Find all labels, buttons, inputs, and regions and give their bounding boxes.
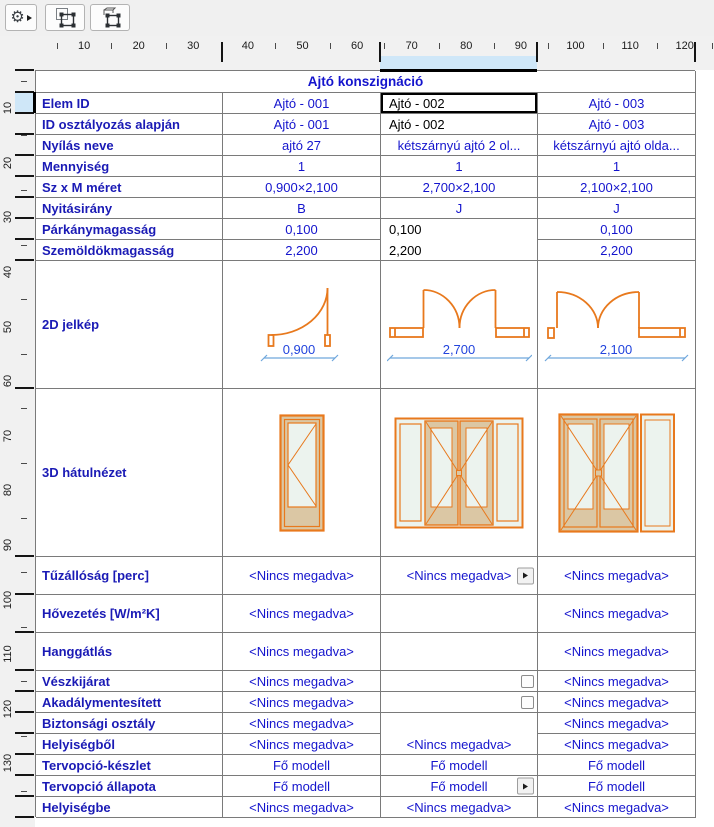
dimension-label: 2,100: [599, 341, 633, 357]
ruler-tick: [21, 245, 27, 246]
selected-column-ruler-highlight: [380, 56, 537, 70]
table-cell[interactable]: 2,200: [381, 240, 538, 261]
ruler-number: 80: [460, 40, 473, 52]
door-2d-single-icon: [242, 279, 362, 371]
table-cell[interactable]: 1: [223, 156, 381, 177]
row-edge-marker[interactable]: [15, 259, 34, 261]
dropdown-arrow-icon: [27, 15, 32, 21]
ruler-number: 10: [2, 101, 14, 115]
table-cell[interactable]: 2,700×2,100: [381, 177, 538, 198]
ruler-tick: [330, 43, 331, 49]
table-cell[interactable]: Fő modell: [223, 755, 381, 776]
door-3d-view-cell[interactable]: [538, 389, 696, 557]
ruler-horizontal[interactable]: [0, 36, 714, 70]
ruler-tick: [21, 354, 27, 355]
ruler-number: 40: [2, 265, 14, 279]
row-edge-marker[interactable]: [15, 631, 34, 633]
toolbar: [0, 0, 714, 37]
table-cell[interactable]: Fő modell: [538, 755, 696, 776]
ruler-tick: [21, 572, 27, 573]
dropdown-button[interactable]: [517, 567, 534, 584]
ruler-number: 20: [132, 40, 145, 52]
ruler-number: 10: [77, 40, 91, 52]
cell-text: Fő modell: [430, 778, 488, 794]
row-label-nyilas-neve[interactable]: Nyílás neve: [36, 135, 223, 156]
ruler-number: 30: [187, 40, 200, 52]
dropdown-arrow-icon: [523, 783, 528, 789]
door-2d-symbol-cell[interactable]: [538, 261, 696, 389]
row-label-mennyiseg[interactable]: Mennyiség: [36, 156, 223, 177]
door-3d-sidelight-icon: [558, 413, 676, 533]
table-cell[interactable]: 2,200: [223, 240, 381, 261]
selected-row-marker[interactable]: [33, 92, 36, 113]
ruler-number: 40: [241, 40, 255, 52]
row-edge-marker[interactable]: [15, 555, 34, 557]
ruler-number: 110: [621, 40, 639, 52]
ruler-number: 70: [405, 40, 418, 52]
ruler-tick: [603, 43, 604, 49]
ruler-number: 110: [2, 645, 14, 663]
row-label-helyisegbe[interactable]: Helyiségbe: [36, 797, 223, 818]
row-edge-marker[interactable]: [15, 217, 34, 219]
table-cell[interactable]: [381, 692, 538, 713]
ruler-number: 130: [2, 754, 14, 773]
row-edge-marker[interactable]: [15, 175, 34, 177]
table-cell[interactable]: Fő modell: [538, 776, 696, 797]
row-edge-marker[interactable]: [15, 690, 34, 692]
ruler-tick: [166, 43, 167, 49]
ruler-number: 100: [2, 590, 14, 609]
table-cell[interactable]: Ajtó - 001: [223, 93, 381, 114]
select-marquee-button[interactable]: [45, 4, 85, 31]
table-cell[interactable]: Fő modell: [223, 776, 381, 797]
ruler-tick: [21, 518, 27, 519]
table-cell[interactable]: 0,900×2,100: [223, 177, 381, 198]
ruler-tick: [57, 43, 58, 49]
row-label-nyitasirany[interactable]: Nyitásirány: [36, 198, 223, 219]
table-cell[interactable]: <Nincs megadva>: [223, 633, 381, 671]
table-cell[interactable]: 0,100: [538, 219, 696, 240]
table-cell[interactable]: <Nincs megadva>: [538, 557, 696, 595]
ruler-tick: [21, 627, 27, 628]
ruler-tick: [712, 43, 713, 49]
cell-text: <Nincs megadva>: [406, 568, 512, 583]
ruler-tick: [21, 299, 27, 300]
table-cell[interactable]: Fő modell: [381, 755, 538, 776]
table-cell[interactable]: <Nincs megadva>: [538, 633, 696, 671]
table-cell[interactable]: <Nincs megadva>: [223, 713, 381, 734]
ruler-number: 100: [566, 40, 585, 52]
ruler-tick: [494, 43, 495, 49]
table-cell[interactable]: 1: [381, 156, 538, 177]
table-cell[interactable]: <Nincs megadva>: [538, 734, 696, 755]
dimension-label: 0,900: [282, 341, 315, 357]
table-cell[interactable]: [381, 776, 538, 797]
row-edge-marker[interactable]: [15, 112, 34, 114]
row-label-tuzallosag[interactable]: Tűzállóság [perc]: [36, 557, 223, 595]
elements-select-icon: [98, 6, 122, 30]
ruler-number: 50: [2, 320, 14, 333]
scheme-settings-button[interactable]: [5, 4, 37, 31]
table-cell[interactable]: B: [223, 198, 381, 219]
table-cell[interactable]: <Nincs megadva>: [538, 595, 696, 633]
ruler-number: 60: [350, 40, 364, 52]
selected-column-marker[interactable]: [380, 69, 537, 72]
select-elements-button[interactable]: [90, 4, 130, 31]
row-label-biztonsagi-osztaly[interactable]: Biztonsági osztály: [36, 713, 223, 734]
door-2d-double-icon: [387, 279, 532, 371]
row-edge-marker[interactable]: [15, 387, 34, 389]
dropdown-button[interactable]: [517, 778, 534, 795]
ruler-number: 80: [2, 484, 14, 497]
ruler-tick: [275, 43, 276, 49]
ruler-number: 120: [675, 40, 694, 52]
row-label-3d-hatulnezet[interactable]: 3D hátulnézet: [36, 389, 223, 557]
table-cell[interactable]: 0,100: [381, 219, 538, 240]
table-cell[interactable]: <Nincs megadva>: [223, 797, 381, 818]
ruler-number: 60: [2, 374, 14, 388]
ruler-tick: [21, 791, 27, 792]
table-cell[interactable]: J: [381, 198, 538, 219]
ruler-number: 70: [2, 429, 14, 442]
row-edge-marker[interactable]: [15, 795, 34, 797]
row-edge-marker[interactable]: [15, 69, 34, 71]
ruler-number: 90: [514, 40, 528, 52]
row-label-szemoldokmagassag[interactable]: Szemöldökmagasság: [36, 240, 223, 261]
door-3d-view-cell[interactable]: [381, 389, 538, 557]
table-cell[interactable]: [381, 633, 538, 671]
table-cell[interactable]: <Nincs megadva>: [538, 671, 696, 692]
row-label-hovezetes[interactable]: Hővezetés [W/m²K]: [36, 595, 223, 633]
door-2d-symbol-cell[interactable]: [381, 261, 538, 389]
column-edge-marker[interactable]: [221, 42, 223, 62]
ruler-tick: [21, 681, 27, 682]
table-cell[interactable]: <Nincs megadva>: [223, 595, 381, 633]
table-cell[interactable]: <Nincs megadva>: [381, 797, 538, 818]
dropdown-arrow-icon: [523, 573, 528, 579]
ruler-tick: [21, 81, 27, 82]
ruler-tick: [111, 43, 112, 49]
table-cell[interactable]: 0,100: [223, 219, 381, 240]
table-title: Ajtó konszignáció: [36, 71, 696, 93]
table-cell[interactable]: Ajtó - 001: [223, 114, 381, 135]
table-cell[interactable]: <Nincs megadva>: [223, 734, 381, 755]
table-cell[interactable]: <Nincs megadva>: [223, 557, 381, 595]
table-cell[interactable]: <Nincs megadva>: [538, 797, 696, 818]
selected-row-ruler-highlight: [15, 92, 35, 113]
ruler-number: 30: [2, 211, 14, 224]
row-edge-marker[interactable]: [15, 753, 34, 755]
table-cell[interactable]: kétszárnyú ajtó olda...: [538, 135, 696, 156]
row-label-helyisegbol[interactable]: Helyiségből: [36, 734, 223, 755]
table-cell[interactable]: 2,200: [538, 240, 696, 261]
row-label-tervopcio-allapota[interactable]: Tervopció állapota: [36, 776, 223, 797]
ruler-tick: [21, 135, 27, 136]
ruler-number: 90: [2, 538, 14, 552]
schedule-table: [35, 70, 695, 817]
ruler-tick: [21, 190, 27, 191]
ruler-tick: [21, 736, 27, 737]
door-3d-single-icon: [279, 414, 325, 532]
table-cell[interactable]: Ajtó - 003: [538, 114, 696, 135]
row-edge-marker[interactable]: [15, 711, 34, 713]
table-cell[interactable]: [381, 671, 538, 692]
row-edge-marker[interactable]: [15, 196, 34, 198]
row-edge-marker[interactable]: [15, 732, 34, 734]
ruler-tick: [384, 43, 385, 49]
row-edge-marker[interactable]: [15, 774, 34, 776]
table-cell[interactable]: <Nincs megadva>: [223, 692, 381, 713]
row-label-hanggatlas[interactable]: Hanggátlás: [36, 633, 223, 671]
column-edge-marker[interactable]: [694, 42, 696, 62]
door-2d-symbol-cell[interactable]: [223, 261, 381, 389]
table-cell[interactable]: ajtó 27: [223, 135, 381, 156]
door-3d-quad-icon: [394, 417, 524, 529]
row-edge-marker[interactable]: [15, 238, 34, 240]
gear-icon: ⚙: [10, 8, 25, 26]
door-3d-view-cell[interactable]: [223, 389, 381, 557]
ruler-tick: [548, 43, 549, 49]
door-2d-double-icon: [544, 279, 689, 371]
table-cell[interactable]: <Nincs megadva>: [538, 692, 696, 713]
ruler-vertical[interactable]: [0, 70, 35, 827]
table-cell[interactable]: Ajtó - 002: [381, 114, 538, 135]
column-edge-marker[interactable]: [536, 42, 538, 62]
row-label-2d-jelkep[interactable]: 2D jelkép: [36, 261, 223, 389]
selected-cell[interactable]: Ajtó - 002: [381, 93, 538, 114]
table-cell[interactable]: [381, 713, 538, 734]
column-edge-marker[interactable]: [379, 42, 381, 62]
row-edge-marker[interactable]: [15, 154, 34, 156]
row-label-id-osztalyozas[interactable]: ID osztályozás alapján: [36, 114, 223, 135]
ruler-tick: [657, 43, 658, 49]
row-edge-marker[interactable]: [15, 669, 34, 671]
ruler-number: 120: [2, 699, 14, 718]
table-cell[interactable]: [381, 595, 538, 633]
row-label-akadalymentesitett[interactable]: Akadálymentesített: [36, 692, 223, 713]
row-edge-marker[interactable]: [15, 593, 34, 595]
table-cell[interactable]: <Nincs megadva>: [538, 713, 696, 734]
row-edge-marker[interactable]: [15, 133, 34, 135]
ruler-number: 20: [2, 156, 14, 169]
checkbox-unchecked[interactable]: [521, 675, 534, 688]
row-label-elem-id[interactable]: Elem ID: [36, 93, 223, 114]
row-label-veszkijarat[interactable]: Vészkijárat: [36, 671, 223, 692]
ruler-number: 50: [296, 40, 309, 52]
table-cell[interactable]: 1: [538, 156, 696, 177]
ruler-tick: [439, 43, 440, 49]
row-label-tervopcio-keszlet[interactable]: Tervopció-készlet: [36, 755, 223, 776]
checkbox-unchecked[interactable]: [521, 696, 534, 709]
row-label-parkanymagassag[interactable]: Párkánymagasság: [36, 219, 223, 240]
marquee-select-icon: [53, 6, 77, 30]
row-edge-marker[interactable]: [15, 91, 34, 93]
table-cell[interactable]: J: [538, 198, 696, 219]
dimension-label: 2,700: [442, 341, 475, 357]
ruler-tick: [21, 463, 27, 464]
table-cell[interactable]: 2,100×2,100: [538, 177, 696, 198]
table-cell[interactable]: Ajtó - 003: [538, 93, 696, 114]
table-cell[interactable]: kétszárnyú ajtó 2 ol...: [381, 135, 538, 156]
table-cell[interactable]: [381, 557, 538, 595]
table-cell[interactable]: <Nincs megadva>: [381, 734, 538, 755]
ruler-tick: [21, 408, 27, 409]
table-cell[interactable]: <Nincs megadva>: [223, 671, 381, 692]
row-edge-marker[interactable]: [15, 816, 34, 818]
row-label-sz-x-m-meret[interactable]: Sz x M méret: [36, 177, 223, 198]
